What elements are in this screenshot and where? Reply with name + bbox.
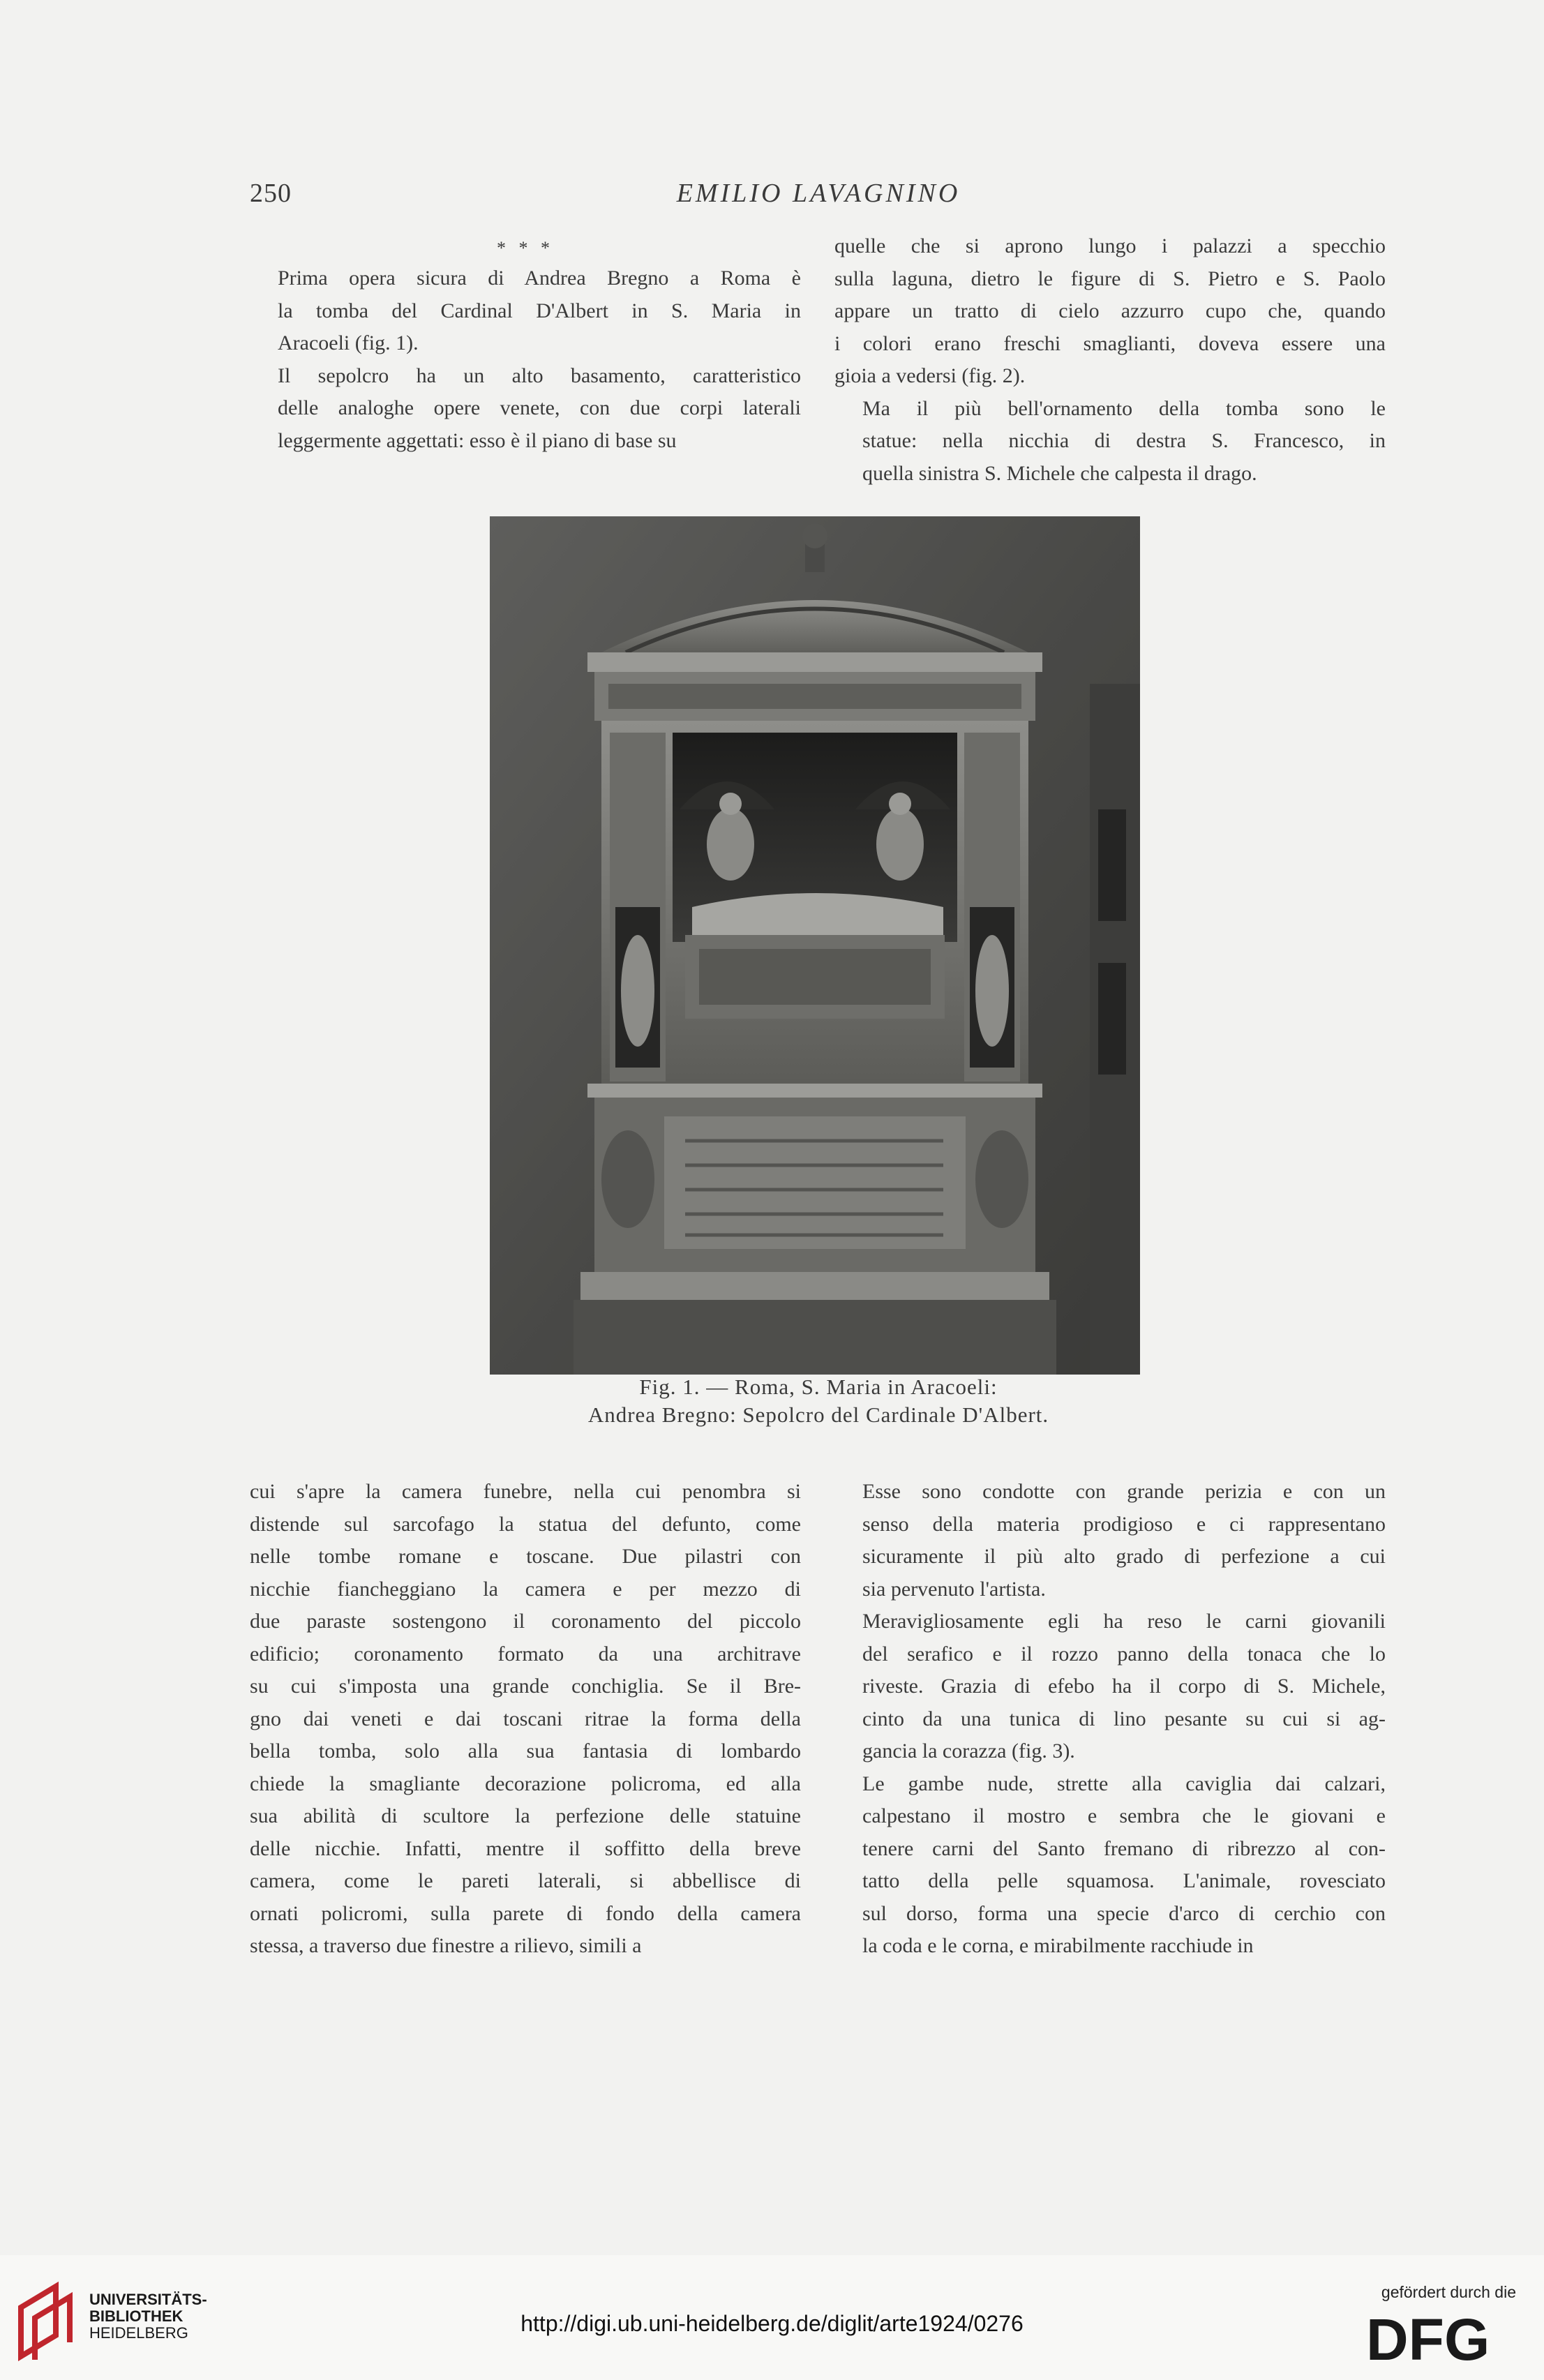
paragraph (250, 1476, 801, 1963)
text-line: appare un tratto di cielo azzurro cupo che, quando (834, 299, 1386, 322)
text-line: sulla laguna, dietro le figure di S. Pietro e S. Paolo (834, 267, 1386, 290)
dfg-logo-icon (1366, 2310, 1516, 2365)
library-name-line-3: HEIDELBERG (89, 2324, 188, 2342)
library-name-line-1: UNIVERSITÄTS- (89, 2291, 207, 2308)
text-line: distende sul sarcofago la statua del defunto, come (250, 1512, 801, 1536)
text-line: senso della materia prodigioso e ci rappresentano (862, 1512, 1386, 1536)
text-line: stessa, a traverso due finestre a rilievo, simili a (250, 1934, 642, 1957)
caption-line-2: Andrea Bregno: Sepolcro del Cardinale D'Albert. (587, 1402, 1049, 1427)
page-number: 250 (250, 179, 292, 208)
text-line: sia pervenuto l'artista. (862, 1577, 1046, 1601)
text-line: cinto da una tunica di lino pesante su cui si ag- (862, 1707, 1386, 1730)
text-line: nelle tombe romane e toscane. Due pilastri con (250, 1545, 801, 1568)
text-line: Il sepolcro ha un alto basamento, caratteristico (278, 364, 801, 387)
text-line: cui s'apre la camera funebre, nella cui penombra si (250, 1480, 801, 1503)
text-line: Esse sono condotte con grande perizia e con un (862, 1480, 1386, 1503)
text-line: sul dorso, forma una specie d'arco di cerchio con (862, 1901, 1386, 1925)
paragraph (834, 1606, 1386, 1768)
column-top-right (834, 230, 1386, 490)
text-line: Le gambe nude, strette alla caviglia dai calzari, (862, 1772, 1386, 1795)
text-line: statue: nella nicchia di destra S. Francesco, in (862, 429, 1386, 452)
text-line: delle nicchie. Infatti, mentre il soffitto della breve (250, 1836, 801, 1860)
text-line: Meravigliosamente egli ha reso le carni giovanili (862, 1610, 1386, 1633)
text-line: riveste. Grazia di efebo ha il corpo di S. Michele, (862, 1675, 1386, 1698)
tomb-photograph-illustration (490, 516, 1140, 1375)
text-line: Aracoeli (fig. 1). (278, 331, 419, 354)
section-mark: * * * (497, 238, 554, 258)
figure-caption (250, 1373, 1387, 1429)
text-line: camera, come le pareti laterali, si abbellisce di (250, 1869, 801, 1892)
text-line: gno dai veneti e dai toscani ritrae la forma della (250, 1707, 801, 1730)
text-line: edificio; coronamento formato da una architrave (250, 1642, 801, 1666)
paragraph (834, 393, 1386, 491)
column-bottom-left (250, 1476, 801, 1963)
text-line: calpestano il mostro e sembra che le giovani e (862, 1804, 1386, 1827)
funding-note: gefördert durch die (1381, 2283, 1516, 2301)
paragraph (250, 262, 801, 360)
text-line: bella tomba, solo alla sua fantasia di lombardo (250, 1739, 801, 1762)
svg-text:DFG: DFG (1366, 2310, 1490, 2365)
text-line: sua abilità di scultore la perfezione delle statuine (250, 1804, 801, 1827)
running-head: EMILIO LAVAGNINO (676, 179, 961, 208)
text-line: su cui s'imposta una grande conchiglia. Se il Bre- (250, 1675, 801, 1698)
text-line: due paraste sostengono il coronamento del piccolo (250, 1610, 801, 1633)
text-line: tenere carni del Santo fremano di ribrezzo al con- (862, 1836, 1386, 1860)
caption-line-1: Fig. 1. — Roma, S. Maria in Aracoeli: (639, 1375, 998, 1399)
source-url-link[interactable]: http://digi.ub.uni-heidelberg.de/diglit/arte1924/0276 (520, 2311, 1024, 2336)
paragraph (834, 1476, 1386, 1606)
text-line: gioia a vedersi (fig. 2). (834, 364, 1026, 387)
text-line: del serafico e il rozzo panno della tonaca che lo (862, 1642, 1386, 1666)
text-line: la tomba del Cardinal D'Albert in S. Maria in (278, 299, 801, 322)
column-bottom-right (834, 1476, 1386, 1963)
digitization-footer (0, 2255, 1544, 2380)
text-line: chiede la smagliante decorazione policroma, ed alla (250, 1772, 801, 1795)
text-line: i colori erano freschi smaglianti, doveva essere una (834, 331, 1386, 355)
text-line: tatto della pelle squamosa. L'animale, rovesciato (862, 1869, 1386, 1892)
text-line: gancia la corazza (fig. 3). (862, 1739, 1075, 1762)
text-line: quella sinistra S. Michele che calpesta il drago. (862, 461, 1257, 485)
library-name-line-2: BIBLIOTHEK (89, 2307, 183, 2325)
text-line: delle analoghe opere venete, con due corpi laterali (278, 396, 801, 419)
paragraph (834, 230, 1386, 393)
page-header (250, 178, 1387, 220)
text-line: nicchie fiancheggiano la camera e per mezzo di (250, 1577, 801, 1601)
figure-photograph (490, 516, 1140, 1375)
text-line: Ma il più bell'ornamento della tomba sono le (862, 396, 1386, 420)
text-line: leggermente aggettati: esso è il piano di base su (278, 428, 677, 452)
text-line: sicuramente il più alto grado di perfezione a cui (862, 1545, 1386, 1568)
paragraph (834, 1768, 1386, 1963)
text-line: la coda e le corna, e mirabilmente racchiude in (862, 1934, 1254, 1957)
text-line: Prima opera sicura di Andrea Bregno a Roma è (278, 267, 801, 290)
column-top-left (250, 230, 801, 457)
paragraph (250, 360, 801, 458)
text-line: ornati policromi, sulla parete di fondo della camera (250, 1901, 801, 1925)
text-line: quelle che si aprono lungo i palazzi a specchio (834, 234, 1386, 257)
